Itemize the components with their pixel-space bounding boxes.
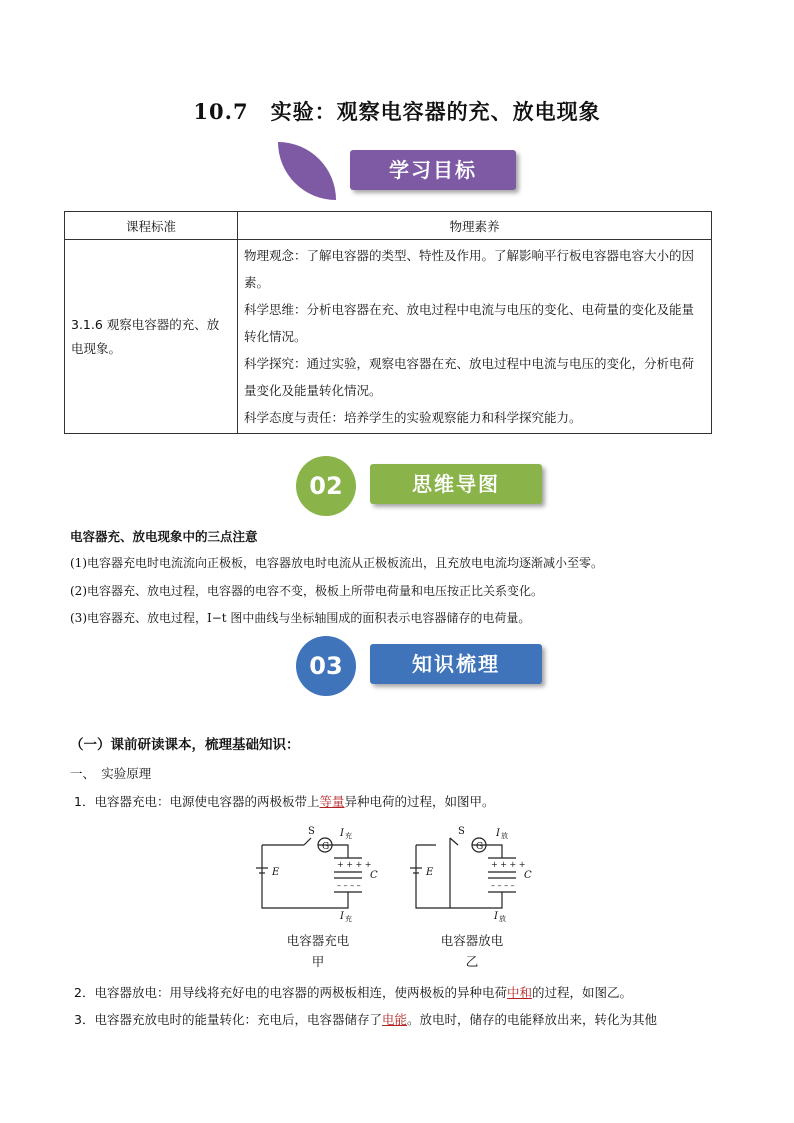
current-subscript: 充 <box>345 915 352 923</box>
sub-heading: 一、 实验原理 <box>70 766 152 781</box>
capacitor-label: C <box>524 870 532 881</box>
current-label: I <box>496 828 500 839</box>
charging-circuit-figure <box>252 820 392 930</box>
svg-text:– – – –: – – – – <box>491 881 515 890</box>
section-number: 02 <box>296 456 356 516</box>
section-banner-label: 思维导图 <box>370 464 542 504</box>
current-label: I <box>340 911 344 922</box>
mindmap-item: (3)电容器充、放电过程，I−t 图中曲线与坐标轴围成的面积表示电容器储存的电荷量。 <box>70 611 531 625</box>
literacy-cell <box>238 240 712 434</box>
curriculum-table <box>64 211 712 434</box>
literacy-line: 科学态度与责任：培养学生的实验观察能力和科学探究能力。 <box>244 410 582 425</box>
table-header: 物理素养 <box>238 212 712 240</box>
mindmap-item: (1)电容器充电时电流流向正极板，电容器放电时电流从正极板流出，且充放电电流均逐渐减小至零。 <box>70 556 604 570</box>
section-number: 03 <box>296 636 356 696</box>
figure-caption: 电容器放电 乙 <box>440 933 504 969</box>
current-subscript: 充 <box>345 832 352 840</box>
literacy-line: 科学探究：通过实验，观察电容器在充、放电过程中电流与电压的变化，分析电荷量变化及能量转化情况。 <box>244 356 695 398</box>
figure-caption: 电容器充电 甲 <box>286 933 350 969</box>
page-title: 10.7 实验：观察电容器的充、放电现象 <box>193 99 601 124</box>
paragraph-discharging: 2．电容器放电：用导线将充好电的电容器的两极板相连，使两极板的异种电荷中和的过程，如图乙。 <box>74 985 632 1000</box>
paragraph-energy: 3．电容器充放电时的能量转化：充电后，电容器储存了电能。放电时，储存的电能释放出来，转化为其他 <box>74 1012 657 1027</box>
current-label: I <box>494 911 498 922</box>
leaf-icon <box>278 142 336 200</box>
galvanometer-label: G <box>476 842 484 852</box>
literacy-line: 物理观念：了解电容器的类型、特性及作用。了解影响平行板电容器电容大小的因素。 <box>244 248 695 290</box>
section-banner-label: 知识梳理 <box>370 644 542 684</box>
table-header: 课程标准 <box>65 212 238 240</box>
svg-text:+ + + +: + + + + <box>337 860 372 869</box>
svg-text:+ + + +: + + + + <box>491 860 526 869</box>
emf-label: E <box>272 867 280 878</box>
paragraph-charging: 1．电容器充电：电源使电容器的两极板带上等量异种电荷的过程，如图甲。 <box>74 794 495 809</box>
svg-text:– – – –: – – – – <box>337 881 361 890</box>
discharging-circuit-figure <box>406 820 546 930</box>
section-banner-label: 学习目标 <box>350 150 516 190</box>
current-subscript: 放 <box>501 832 508 840</box>
switch-label: S <box>308 826 315 837</box>
switch-label: S <box>458 826 465 837</box>
section-heading: （一）课前研读课本，梳理基础知识： <box>70 737 300 753</box>
emf-label: E <box>426 867 434 878</box>
standard-cell: 3.1.6 观察电容器的充、放电现象。 <box>65 240 238 434</box>
mindmap-heading: 电容器充、放电现象中的三点注意 <box>70 529 258 544</box>
galvanometer-label: G <box>322 842 330 852</box>
mindmap-item: (2)电容器充、放电过程，电容器的电容不变，极板上所带电荷量和电压按正比关系变化。 <box>70 584 544 598</box>
capacitor-label: C <box>370 870 378 881</box>
current-subscript: 放 <box>499 915 506 923</box>
literacy-line: 科学思维：分析电容器在充、放电过程中电流与电压的变化、电荷量的变化及能量转化情况。 <box>244 302 695 344</box>
current-label: I <box>340 828 344 839</box>
